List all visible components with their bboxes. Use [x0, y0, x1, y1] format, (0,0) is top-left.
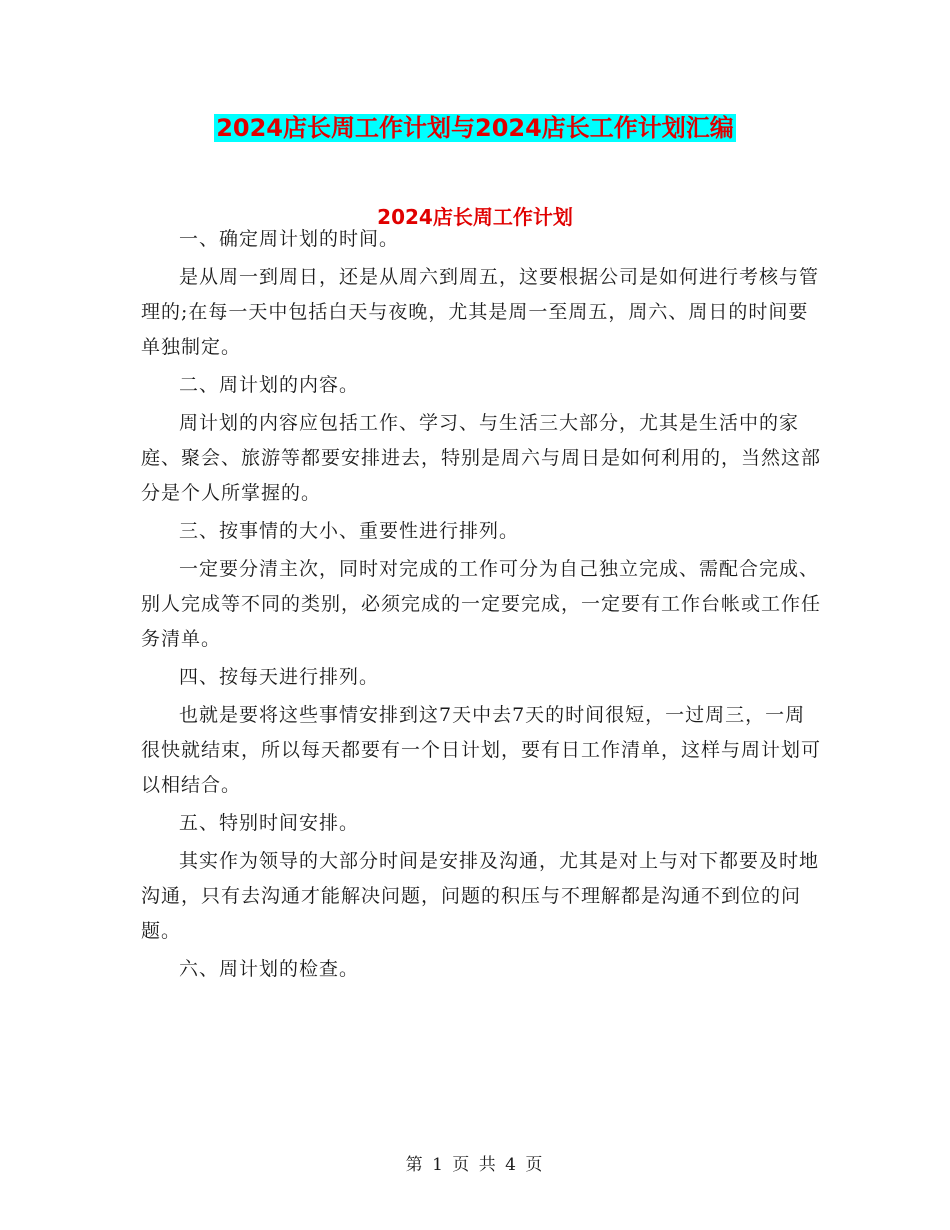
paragraph-1: 是从周一到周日，还是从周六到周五，这要根据公司是如何进行考核与管理的;在每一天中包括白天与夜晚，尤其是周一至周五，周六、周日的时间要单独制定。: [141, 266, 820, 358]
heading-6: 六、周计划的检查。: [179, 958, 360, 980]
paragraph-3: 一定要分清主次，同时对完成的工作可分为自己独立完成、需配合完成、别人完成等不同的类别，必须完成的一定要完成，一定要有工作台帐或工作任务清单。: [141, 558, 822, 650]
paragraph-5: 其实作为领导的大部分时间是安排及沟通，尤其是对上与对下都要及时地沟通，只有去沟通才能解决问题，问题的积压与不理解都是沟通不到位的问题。: [141, 850, 820, 942]
heading-4: 四、按每天进行排列。: [179, 666, 380, 688]
paragraph-4: 也就是要将这些事情安排到这7天中去7天的时间很短，一过周三，一周很快就结束，所以每天都要有一个日计划，要有日工作清单，这样与周计划可以相结合。: [141, 704, 822, 796]
document-title-text: 2024店长周工作计划与2024店长工作计划汇编: [216, 114, 734, 142]
heading-3: 三、按事情的大小、重要性进行排列。: [179, 520, 520, 542]
document-body: [141, 222, 821, 987]
page-footer: 第 1 页 共 4 页: [405, 1155, 545, 1175]
heading-2: 二、周计划的内容。: [179, 374, 360, 396]
section-title: 2024店长周工作计划: [377, 205, 573, 229]
heading-1: 一、确定周计划的时间。: [179, 228, 400, 250]
document-title: [0, 110, 950, 146]
paragraph-2: 周计划的内容应包括工作、学习、与生活三大部分，尤其是生活中的家庭、聚会、旅游等都要安排进去，特别是周六与周日是如何利用的，当然这部分是个人所掌握的。: [141, 412, 822, 504]
heading-5: 五、特别时间安排。: [179, 812, 360, 834]
